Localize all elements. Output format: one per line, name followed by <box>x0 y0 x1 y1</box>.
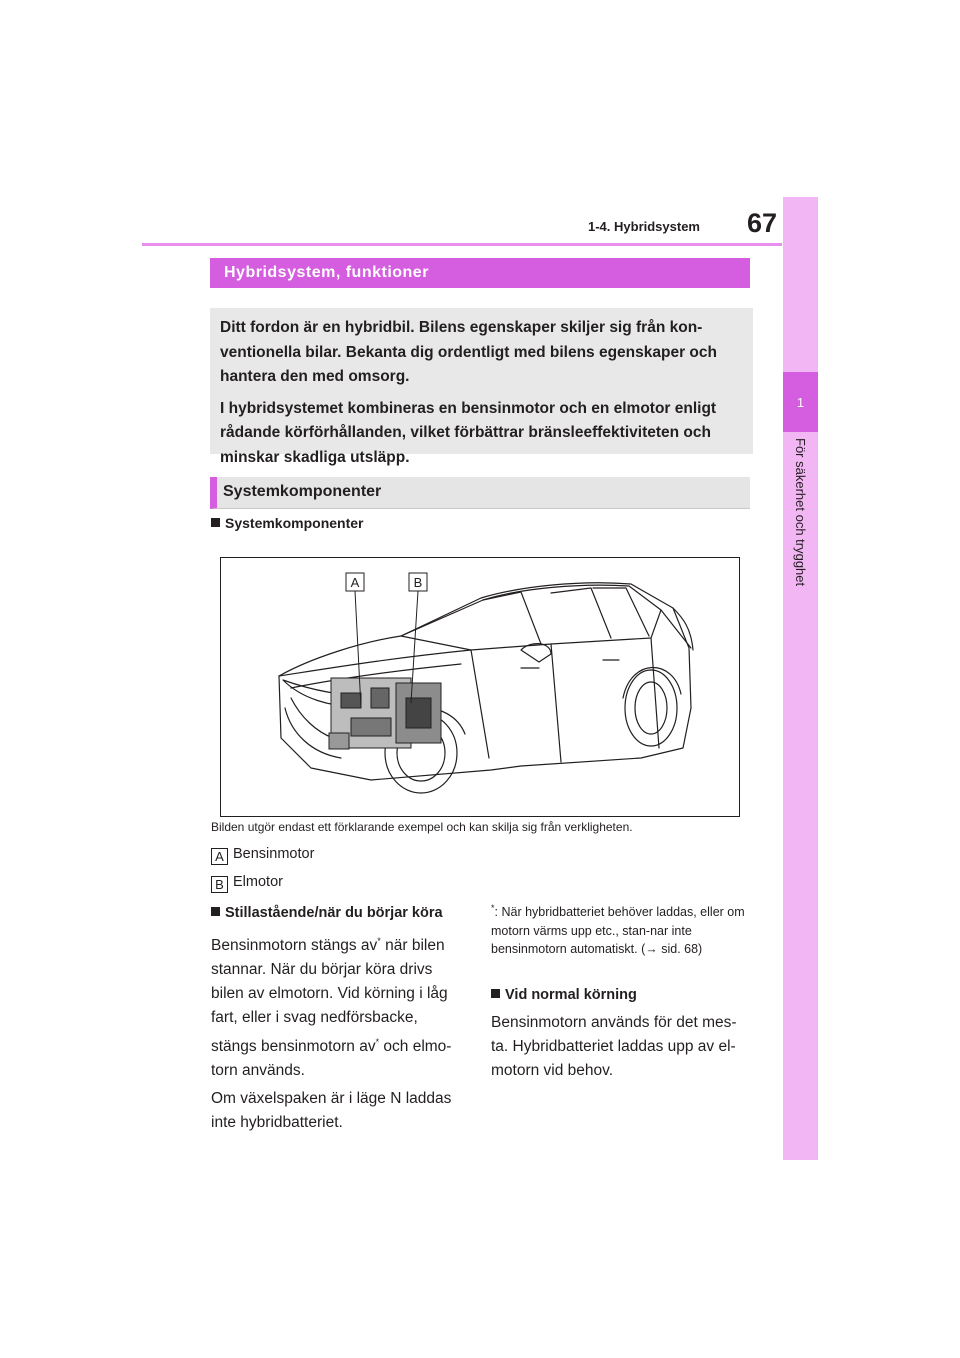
side-tab-number: 1 <box>783 372 818 432</box>
components-heading: Systemkomponenter <box>210 477 750 509</box>
legend-text-b: Elmotor <box>233 874 283 890</box>
square-bullet-icon <box>211 907 220 916</box>
legend-key-a: A <box>211 848 228 865</box>
side-tab-label <box>783 438 818 648</box>
footnote-ref: * <box>375 1037 380 1048</box>
left-p1-part-a: Bensinmotorn stängs av <box>211 937 378 955</box>
section-heading: Hybridsystem, funktioner <box>210 258 750 288</box>
right-column-text <box>491 1011 751 1083</box>
intro-paragraph-1: Ditt fordon är en hybridbil. Bilens egenskaper skiljer sig från kon-ventionella bilar. Bekanta dig ordentligt med bilens egenskaper och hantera den med omsorg. <box>220 319 717 385</box>
left-subheading-text: Stillastående/när du börjar köra <box>225 905 443 921</box>
right-paragraph-1: Bensinmotorn används för det mes-ta. Hybridbatteriet laddas upp av el-motorn vid behov. <box>491 1014 737 1079</box>
header-rule <box>142 243 782 246</box>
figure-label-a: A <box>350 575 360 590</box>
components-subheading <box>211 515 363 531</box>
car-drawing <box>221 558 739 816</box>
footnote <box>491 899 749 959</box>
footnote-mark: * <box>491 903 495 913</box>
left-p1-part-c: och elmo-torn används. <box>211 1038 452 1080</box>
right-subheading-text: Vid normal körning <box>505 987 637 1003</box>
figure-label-b: B <box>413 575 423 590</box>
side-tab-text: För säkerhet och trygghet <box>793 438 808 587</box>
legend-key-b: B <box>211 876 228 893</box>
left-paragraph-1 <box>211 929 466 1083</box>
components-subheading-text: Systemkomponenter <box>225 515 364 531</box>
left-subheading <box>211 905 443 921</box>
left-p1-part-b: när bilen stannar. När du börjar köra drivs bilen av elmotorn. Vid körning i låg fart, eller i svag nedförsbacke, stängs bensinmotorn av <box>211 937 448 1056</box>
square-bullet-icon <box>211 518 220 527</box>
section-label: 1-4. Hybridsystem <box>588 219 700 234</box>
figure-caption: Bilden utgör endast ett förklarande exempel och kan skilja sig från verkligheten. <box>211 820 633 834</box>
legend-item-a <box>211 846 314 865</box>
side-tab <box>783 197 818 1160</box>
left-paragraph-2: Om växelspaken är i läge N laddas inte hybridbatteriet. <box>211 1090 452 1132</box>
legend-item-b <box>211 874 283 893</box>
left-column-text <box>211 929 466 1135</box>
intro-box <box>210 308 753 466</box>
page-number: 67 <box>746 208 777 238</box>
square-bullet-icon <box>491 989 500 998</box>
legend-text-a: Bensinmotor <box>233 846 315 862</box>
footnote-ref: * <box>377 936 381 946</box>
intro-paragraph-2: I hybridsystemet kombineras en bensinmotor och en elmotor enligt rådande körförhållanden, vilket förbättrar bränsleeffektiviteten och minskar skadliga utsläpp. <box>220 399 717 466</box>
car-illustration <box>220 557 740 817</box>
right-subheading <box>491 987 637 1003</box>
footnote-text: : När hybridbatteriet behöver laddas, eller om motorn värms upp etc., stan-nar inte bensinmotorn automatiskt. (→ sid. 68) <box>491 905 745 957</box>
